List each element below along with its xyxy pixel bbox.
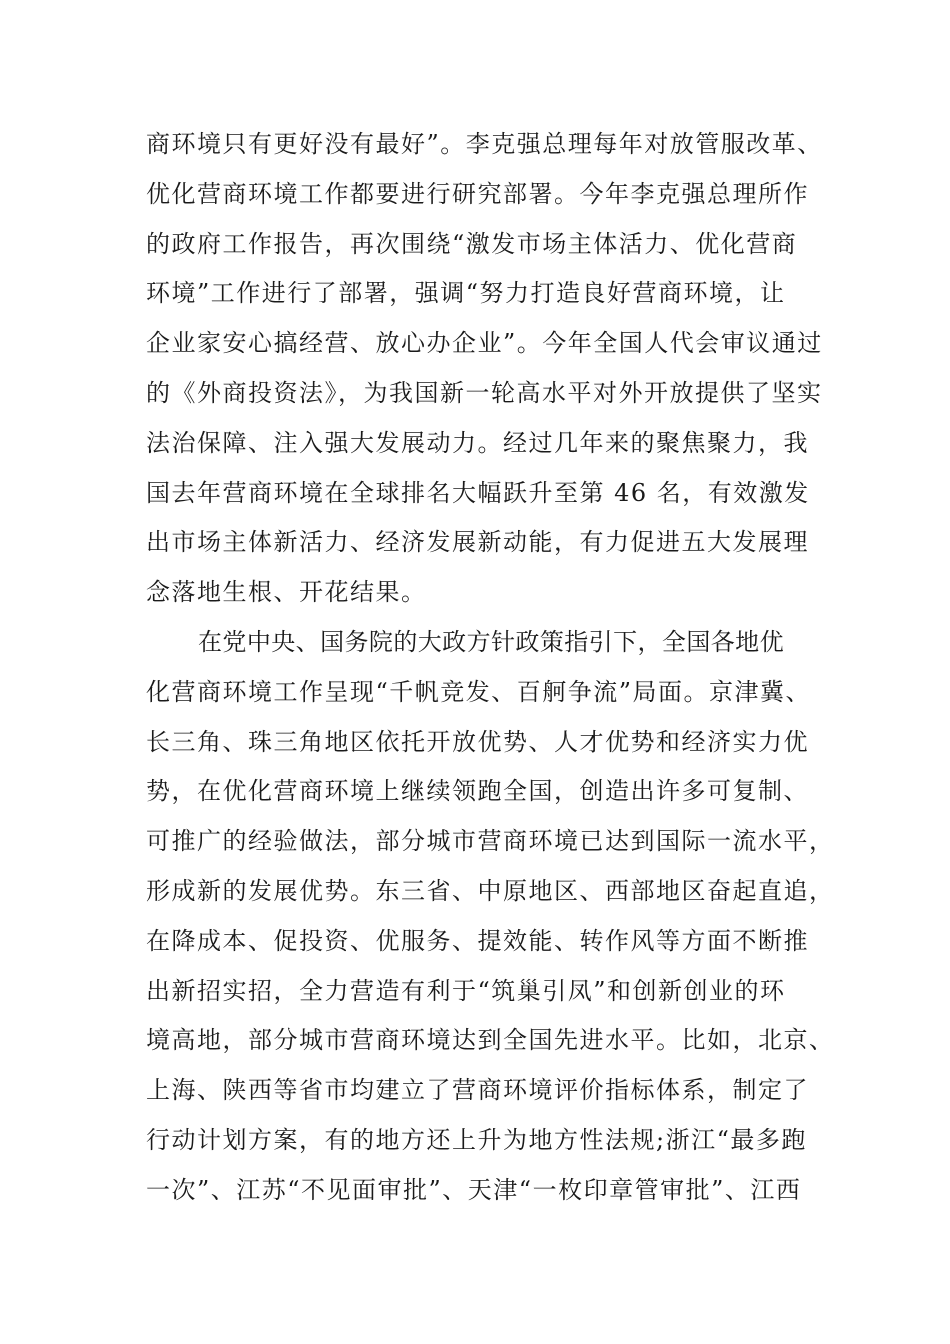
text-line: 形成新的发展优势。东三省、中原地区、西部地区奋起直追， [146, 876, 835, 905]
paragraph [146, 120, 826, 618]
text-line: 环境”工作进行了部署，强调“努力打造良好营商环境，让 [146, 279, 786, 308]
text-line: 化营商环境工作呈现“千帆竞发、百舸争流”局面。京津冀、 [146, 677, 812, 706]
text-line: 的政府工作报告，再次围绕“激发市场主体活力、优化营商 [146, 229, 798, 258]
text-line: 在降成本、促投资、优服务、提效能、转作风等方面不断推 [146, 926, 809, 955]
text-line: 商环境只有更好没有最好”。李克强总理每年对放管服改革、 [146, 130, 823, 158]
text-line: 行动计划方案，有的地方还上升为地方性法规;浙江“最多跑 [146, 1125, 807, 1154]
text-line: 在党中央、国务院的大政方针政策指引下，全国各地优 [198, 627, 784, 656]
text-line: 上海、陕西等省市均建立了营商环境评价指标体系，制定了 [146, 1076, 809, 1105]
text-line: 势，在优化营商环境上继续领跑全国，创造出许多可复制、 [146, 777, 809, 806]
text-line: 出新招实招，全力营造有利于“筑巢引凤”和创新创业的环 [146, 976, 786, 1005]
text-line: 企业家安心搞经营、放心办企业”。今年全国人代会审议通过 [146, 329, 823, 358]
text-line: 国去年营商环境在全球排名大幅跃升至第 46 名，有效激发 [146, 478, 810, 507]
text-line: 境高地，部分城市营商环境达到全国先进水平。比如，北京、 [146, 1026, 835, 1055]
paragraph [146, 618, 835, 1216]
document-body [146, 120, 835, 1216]
text-line: 出市场主体新活力、经济发展新动能，有力促进五大发展理 [146, 528, 809, 557]
text-line: 可推广的经验做法，部分城市营商环境已达到国际一流水平， [146, 827, 835, 856]
text-line: 优化营商环境工作都要进行研究部署。今年李克强总理所作 [146, 179, 809, 208]
text-line: 法治保障、注入强大发展动力。经过几年来的聚焦聚力，我 [146, 428, 809, 457]
text-line: 一次”、江苏“不见面审批”、天津“一枚印章管审批”、江西 [146, 1175, 802, 1204]
text-line: 的《外商投资法》，为我国新一轮高水平对外开放提供了坚实 [146, 378, 823, 407]
text-line: 长三角、珠三角地区依托开放优势、人才优势和经济实力优 [146, 727, 809, 756]
text-line: 念落地生根、开花结果。 [146, 578, 427, 607]
